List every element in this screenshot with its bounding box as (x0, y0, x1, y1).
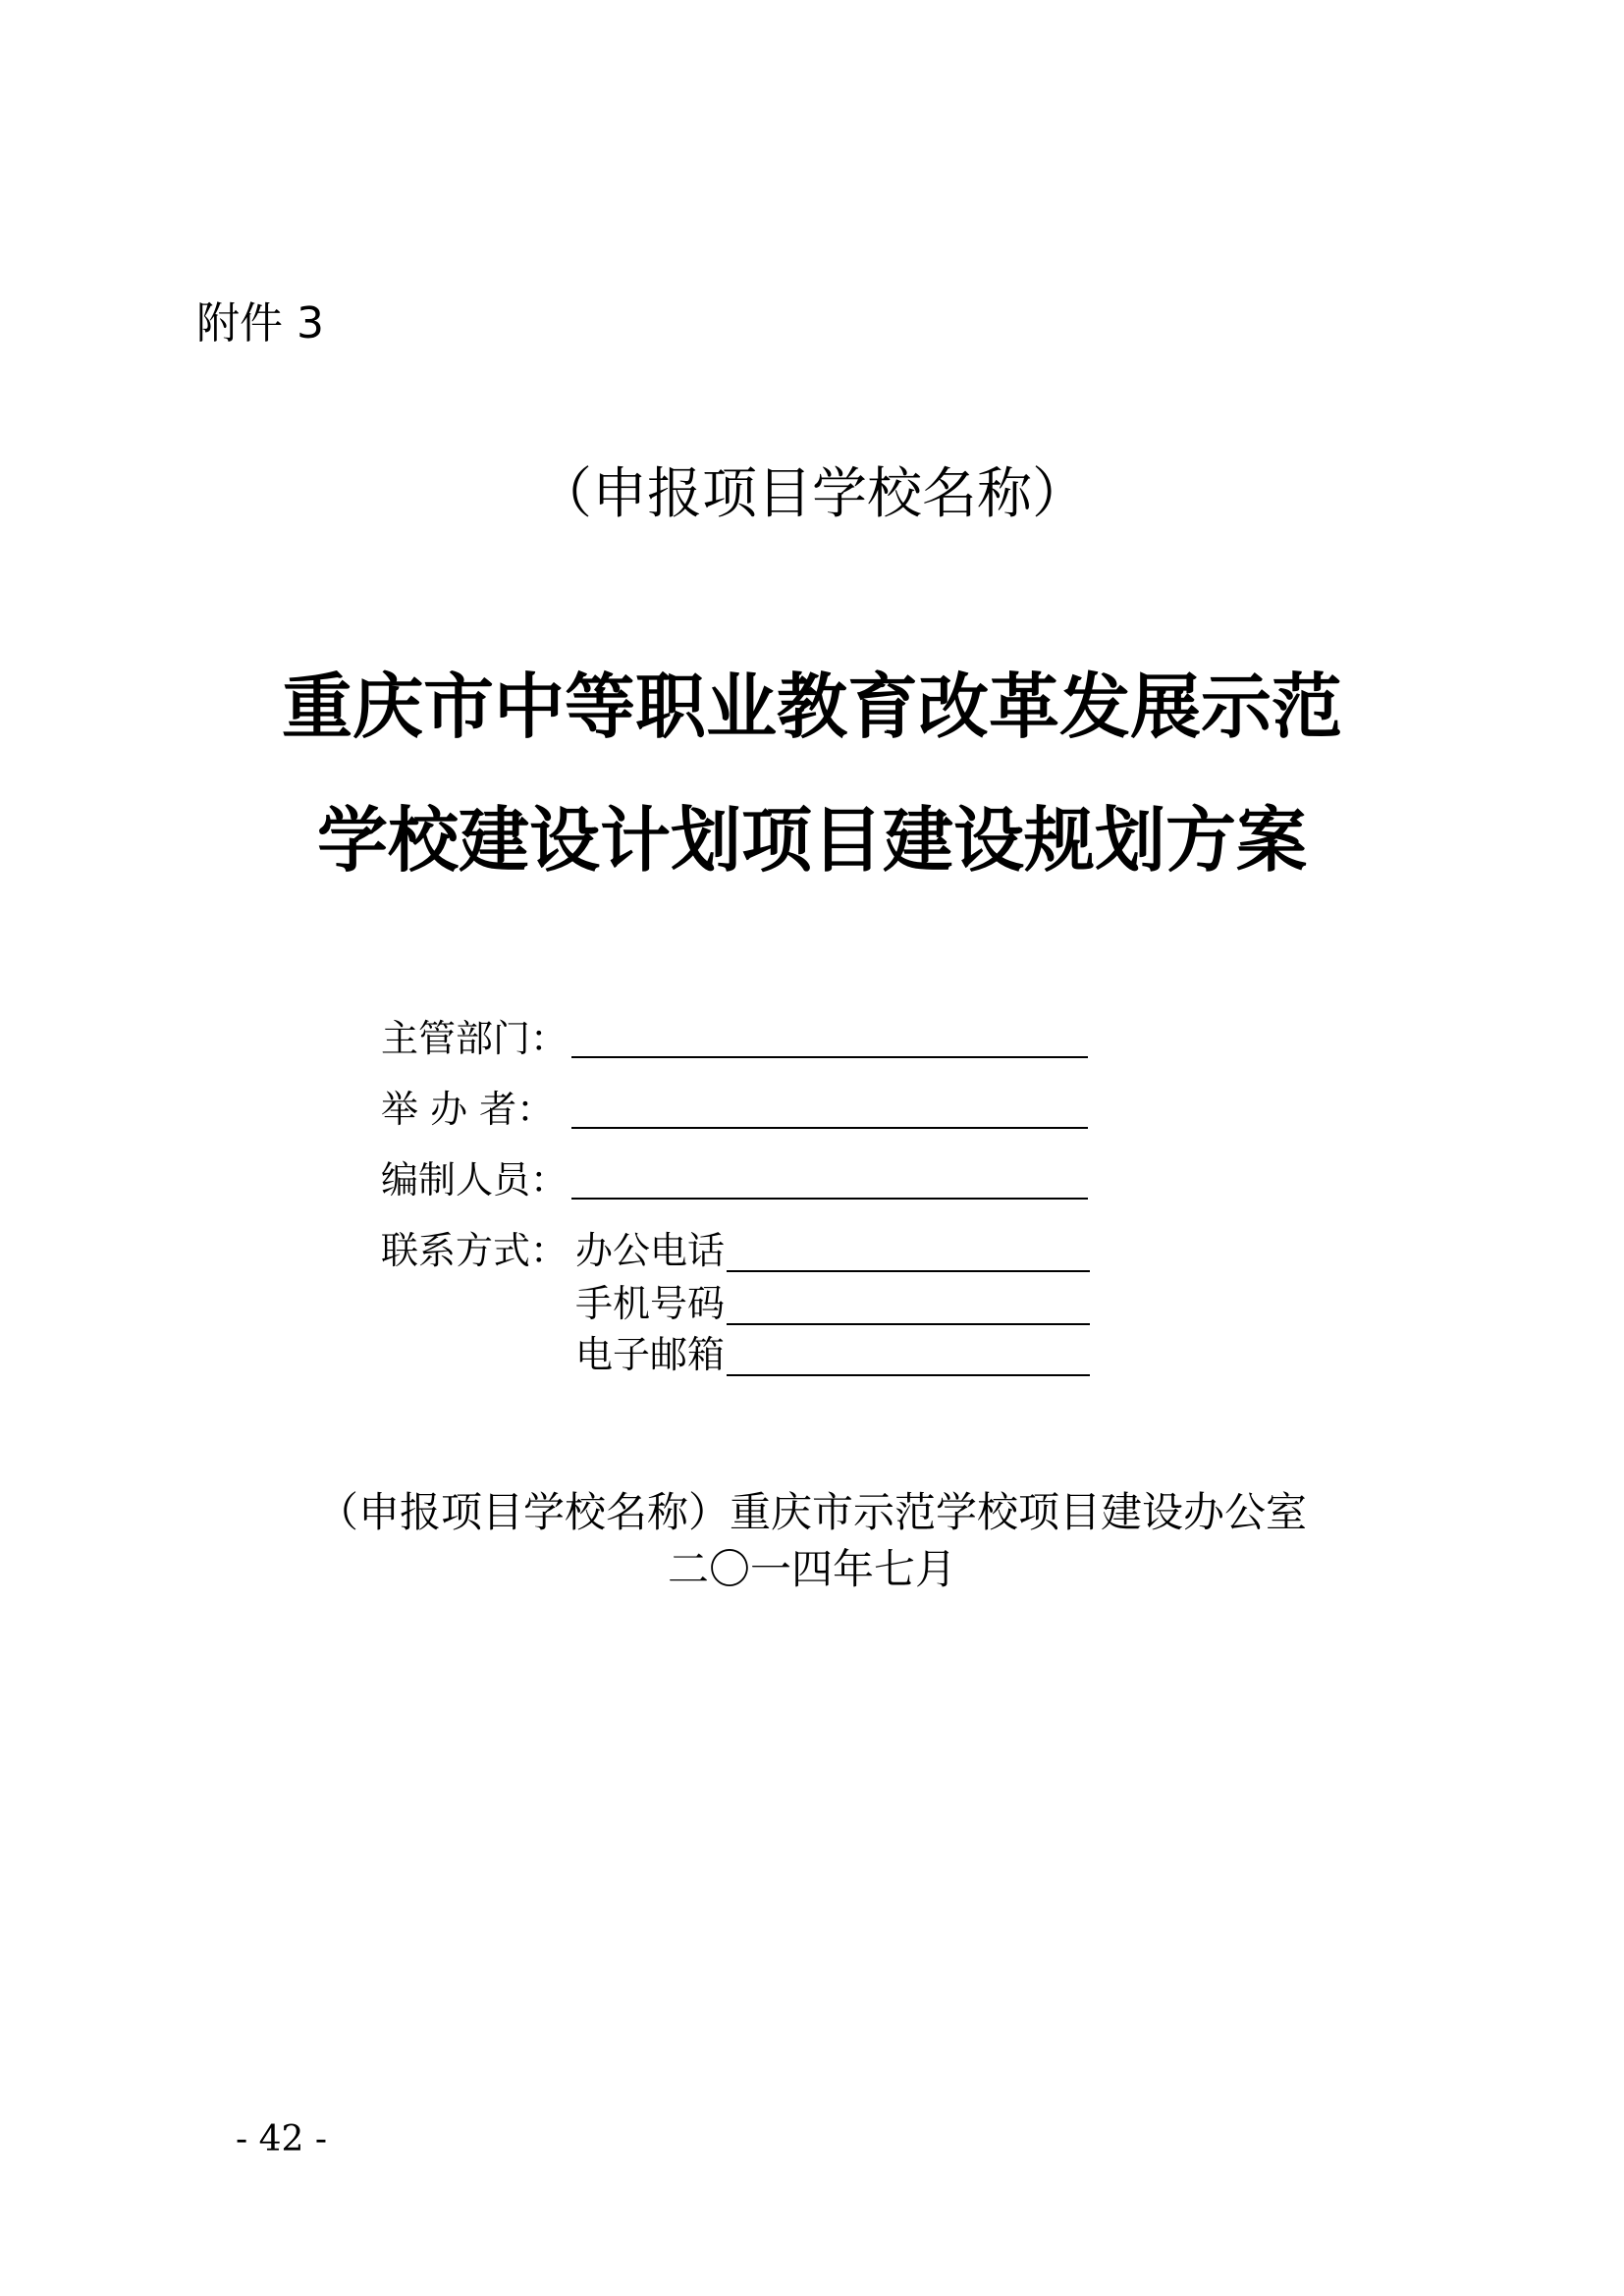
attachment-label: 附件 3 (196, 298, 324, 348)
supervisor-label: 主管部门： (381, 1017, 568, 1060)
email-field[interactable] (727, 1374, 1090, 1376)
mobile-label: 手机号码 (575, 1282, 726, 1325)
issue-date: 二〇一四年七月 (667, 1545, 956, 1593)
supervisor-field[interactable] (571, 1056, 1088, 1058)
issuing-organization: （申报项目学校名称）重庆市示范学校项目建设办公室 (316, 1488, 1307, 1536)
organizer-field[interactable] (571, 1127, 1088, 1129)
organizer-label: 举 办 者： (381, 1088, 555, 1131)
document-title-line-2: 学校建设计划项目建设规划方案 (316, 799, 1307, 881)
office-phone-field[interactable] (727, 1270, 1090, 1272)
editor-field[interactable] (571, 1198, 1088, 1200)
document-title-line-1: 重庆市中等职业教育改革发展示范 (281, 666, 1342, 748)
page-number: - 42 - (236, 2119, 328, 2160)
email-label: 电子邮箱 (575, 1333, 726, 1376)
office-phone-label: 办公电话 (575, 1229, 726, 1272)
contact-label: 联系方式： (381, 1229, 568, 1272)
school-name-placeholder: （申报项目学校名称） (537, 462, 1087, 526)
editor-label: 编制人员： (381, 1158, 568, 1201)
mobile-field[interactable] (727, 1323, 1090, 1325)
